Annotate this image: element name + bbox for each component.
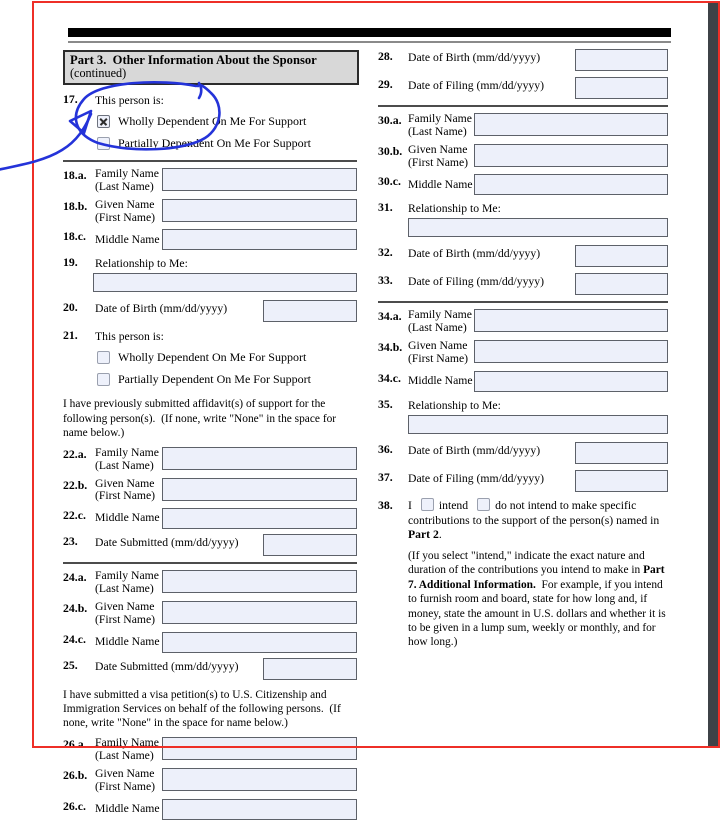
input-24a-family-name[interactable] <box>162 570 357 593</box>
item-number: 17. <box>63 92 78 106</box>
field-label: Date of Filing (mm/dd/yyyy) <box>408 471 545 485</box>
section-divider <box>63 562 357 564</box>
checkbox-label: Wholly Dependent On Me For Support <box>118 350 307 365</box>
row-26b <box>63 768 357 794</box>
item-number: 24.c. <box>63 631 86 646</box>
input-18a-family-name[interactable] <box>162 168 357 191</box>
input-30a-family-name[interactable] <box>474 113 668 136</box>
checkbox-wholly-dependent-21[interactable] <box>97 351 110 364</box>
input-34b-given-name[interactable] <box>474 340 668 363</box>
input-26b-given-name[interactable] <box>162 768 357 791</box>
row-24a <box>63 570 357 596</box>
input-30b-given-name[interactable] <box>474 144 668 167</box>
input-32-date-of-birth[interactable] <box>575 245 668 267</box>
item-number: 30.b. <box>378 143 403 158</box>
question-17 <box>63 92 357 151</box>
checkbox-label: Wholly Dependent On Me For Support <box>118 114 307 128</box>
checkbox-label: Partially Dependent On Me For Support <box>118 372 311 387</box>
input-31-relationship[interactable] <box>408 218 668 237</box>
row-34c <box>378 371 668 392</box>
input-36-date-of-birth[interactable] <box>575 442 668 464</box>
input-28-date-of-birth[interactable] <box>575 49 668 71</box>
row-23 <box>63 534 357 556</box>
item-number: 26.b. <box>63 767 88 782</box>
row-22b <box>63 478 357 504</box>
input-25-date-submitted[interactable] <box>263 658 357 680</box>
input-18c-middle-name[interactable] <box>162 229 357 250</box>
question-35 <box>378 397 668 434</box>
row-26a <box>63 737 357 763</box>
item-number: 18.a. <box>63 168 87 182</box>
item-number: 31. <box>378 200 393 215</box>
section-divider <box>63 160 357 162</box>
q38-intend-label: intend <box>438 498 469 512</box>
input-24c-middle-name[interactable] <box>162 632 357 653</box>
field-label: Family Name <box>95 445 159 459</box>
field-label: Date of Filing (mm/dd/yyyy) <box>408 275 545 289</box>
field-label: Date Submitted (mm/dd/yyyy) <box>95 659 239 673</box>
item-number: 34.b. <box>378 340 403 355</box>
field-label: Middle Name <box>95 232 160 246</box>
field-label: Date Submitted (mm/dd/yyyy) <box>95 536 239 550</box>
row-28 <box>378 49 668 71</box>
field-label-sub: (Last Name) <box>408 321 467 335</box>
checkbox-intend[interactable] <box>421 498 434 511</box>
question-label: Relationship to Me: <box>408 398 501 412</box>
q38-do-not-intend-label: do not intend <box>495 498 557 512</box>
field-label-sub: (Last Name) <box>408 124 467 138</box>
row-18b <box>63 199 357 225</box>
field-label: Given Name <box>95 766 155 780</box>
item-number: 33. <box>378 273 393 288</box>
input-26a-family-name[interactable] <box>162 737 357 760</box>
input-37-date-of-filing[interactable] <box>575 470 668 492</box>
input-22b-given-name[interactable] <box>162 478 357 501</box>
option-wholly-dependent-21 <box>97 350 357 365</box>
section-divider <box>378 301 668 303</box>
input-22c-middle-name[interactable] <box>162 508 357 529</box>
question-label: Relationship to Me: <box>408 202 501 216</box>
row-30c <box>378 174 668 195</box>
row-24c <box>63 632 357 653</box>
item-number: 19. <box>63 255 78 270</box>
field-label: Middle Name <box>95 634 160 648</box>
row-30b <box>378 144 668 170</box>
input-18b-given-name[interactable] <box>162 199 357 222</box>
field-label: Middle Name <box>95 511 160 525</box>
input-34c-middle-name[interactable] <box>474 371 668 392</box>
field-label: Date of Birth (mm/dd/yyyy) <box>408 247 541 261</box>
input-19-relationship[interactable] <box>93 273 357 292</box>
field-label: Family Name <box>95 736 159 750</box>
item-number: 37. <box>378 469 393 484</box>
item-number: 35. <box>378 396 393 411</box>
row-22a <box>63 447 357 473</box>
field-label: Family Name <box>408 112 472 125</box>
input-24b-given-name[interactable] <box>162 601 357 624</box>
row-33 <box>378 273 668 295</box>
option-partially-dependent <box>97 136 357 151</box>
item-number: 34.a. <box>378 309 402 324</box>
checkbox-label: Partially Dependent On Me For Support <box>118 136 311 150</box>
row-30a <box>378 113 668 139</box>
input-30c-middle-name[interactable] <box>474 174 668 195</box>
field-label-sub: (First Name) <box>95 210 156 224</box>
row-32 <box>378 245 668 267</box>
question-21 <box>63 328 357 387</box>
input-26c-middle-name[interactable] <box>162 799 357 820</box>
item-number: 22.a. <box>63 446 87 461</box>
item-number: 26.c. <box>63 798 86 813</box>
row-34a <box>378 309 668 335</box>
field-label-sub: (First Name) <box>95 779 156 793</box>
form-top-rule-thin <box>68 41 671 43</box>
row-25 <box>63 658 357 680</box>
question-31 <box>378 200 668 237</box>
item-number: 26.a. <box>63 737 87 752</box>
input-34a-family-name[interactable] <box>474 309 668 332</box>
input-35-relationship[interactable] <box>408 415 668 434</box>
field-label: Given Name <box>408 142 468 156</box>
item-number: 22.c. <box>63 508 86 523</box>
input-23-date-submitted[interactable] <box>263 534 357 556</box>
input-20-date-of-birth[interactable] <box>263 300 357 322</box>
field-label: Middle Name <box>408 373 473 387</box>
visa-petition-instruction: I have submitted a visa petition(s) to U.S. Citizenship and Immigration Services on behalf of the following persons. (If none, write "None" in the space for name below.) <box>63 688 344 730</box>
checkbox-wholly-dependent-checked[interactable] <box>97 115 110 128</box>
part-header <box>63 50 359 85</box>
item-number: 24.b. <box>63 601 88 616</box>
row-36 <box>378 442 668 464</box>
affidavit-instruction: I have previously submitted affidavit(s) of support for the following person(s). (If none, write "None" in the space for name below.) <box>63 398 339 439</box>
q38-period: . <box>438 528 442 542</box>
question-label: Relationship to Me: <box>95 257 188 271</box>
q38-part2-ref: Part 2 <box>408 528 439 542</box>
item-number: 18.c. <box>63 229 86 244</box>
question-label: This person is: <box>95 330 164 344</box>
field-label: Given Name <box>95 197 155 211</box>
part-title: Part 3. Other Information About the Sponsor <box>70 53 317 67</box>
field-label: Family Name <box>95 167 159 180</box>
field-label: Date of Filing (mm/dd/yyyy) <box>408 79 545 92</box>
field-label: Given Name <box>95 476 155 490</box>
item-number: 20. <box>63 300 78 315</box>
row-26c <box>63 799 357 820</box>
item-number: 29. <box>378 77 393 91</box>
item-number: 23. <box>63 534 78 549</box>
item-number: 30.c. <box>378 174 401 189</box>
field-label-sub: (Last Name) <box>95 458 154 472</box>
row-18c <box>63 229 357 250</box>
q38-pre: I <box>408 498 412 512</box>
field-label: Date of Birth (mm/dd/yyyy) <box>408 51 541 64</box>
item-number: 18.b. <box>63 198 88 213</box>
question-38 <box>378 498 668 543</box>
option-wholly-dependent <box>97 114 357 129</box>
item-number: 24.a. <box>63 570 87 585</box>
left-column <box>63 92 357 825</box>
field-label: Family Name <box>95 569 159 583</box>
item-number: 38. <box>378 497 393 512</box>
item-number: 32. <box>378 245 393 260</box>
checkbox-partially-dependent-21[interactable] <box>97 373 110 386</box>
field-label: Date of Birth (mm/dd/yyyy) <box>95 302 228 316</box>
section-divider <box>378 105 668 107</box>
q38-rest: to make specific contributions to the support of the person(s) named in <box>408 498 660 527</box>
field-label-sub: (First Name) <box>95 489 156 503</box>
field-label-sub: (First Name) <box>408 352 469 366</box>
input-29-date-of-filing[interactable] <box>575 77 668 99</box>
row-34b <box>378 340 668 366</box>
right-column <box>378 49 668 650</box>
item-number: 28. <box>378 49 393 63</box>
row-18a <box>63 168 357 194</box>
checkbox-do-not-intend[interactable] <box>477 498 490 511</box>
row-20 <box>63 300 357 322</box>
field-label-sub: (Last Name) <box>95 179 154 193</box>
field-label: Middle Name <box>95 801 160 815</box>
field-label-sub: (First Name) <box>408 155 469 169</box>
field-label-sub: (Last Name) <box>95 749 154 763</box>
part7-ref: Part 7. Additional Information. <box>408 564 668 591</box>
option-partially-dependent-21 <box>97 372 357 387</box>
item-number: 21. <box>63 328 78 343</box>
form-top-rule <box>68 28 671 37</box>
field-label: Date of Birth (mm/dd/yyyy) <box>408 443 541 457</box>
field-label: Given Name <box>95 600 155 614</box>
field-label: Family Name <box>408 308 472 322</box>
row-29 <box>378 77 668 99</box>
row-22c <box>63 508 357 529</box>
question-label: This person is: <box>95 94 164 107</box>
viewer-gutter <box>708 2 718 746</box>
item-number: 36. <box>378 441 393 456</box>
input-22a-family-name[interactable] <box>162 447 357 470</box>
row-37 <box>378 470 668 492</box>
item-number: 34.c. <box>378 370 401 385</box>
q38-instruction-note: (If you select "intend," indicate the exact nature and duration of the contributions you intend to make in Part 7. Additional Information. For example, if you intend to furnish room and board, state for how long and, if money, state the amount in U.S. dollars and whether it is to be given in a lump sum, weekly or monthly, and for how long.) <box>408 550 669 649</box>
field-label: Given Name <box>408 339 468 353</box>
input-33-date-of-filing[interactable] <box>575 273 668 295</box>
part-subtitle: (continued) <box>70 66 127 81</box>
field-label-sub: (Last Name) <box>95 582 154 596</box>
item-number: 25. <box>63 657 78 672</box>
field-label-sub: (First Name) <box>95 612 156 626</box>
item-number: 30.a. <box>378 113 402 127</box>
row-24b <box>63 601 357 627</box>
checkbox-partially-dependent[interactable] <box>97 137 110 150</box>
question-19 <box>63 255 357 292</box>
field-label: Middle Name <box>408 177 473 191</box>
item-number: 22.b. <box>63 477 88 492</box>
